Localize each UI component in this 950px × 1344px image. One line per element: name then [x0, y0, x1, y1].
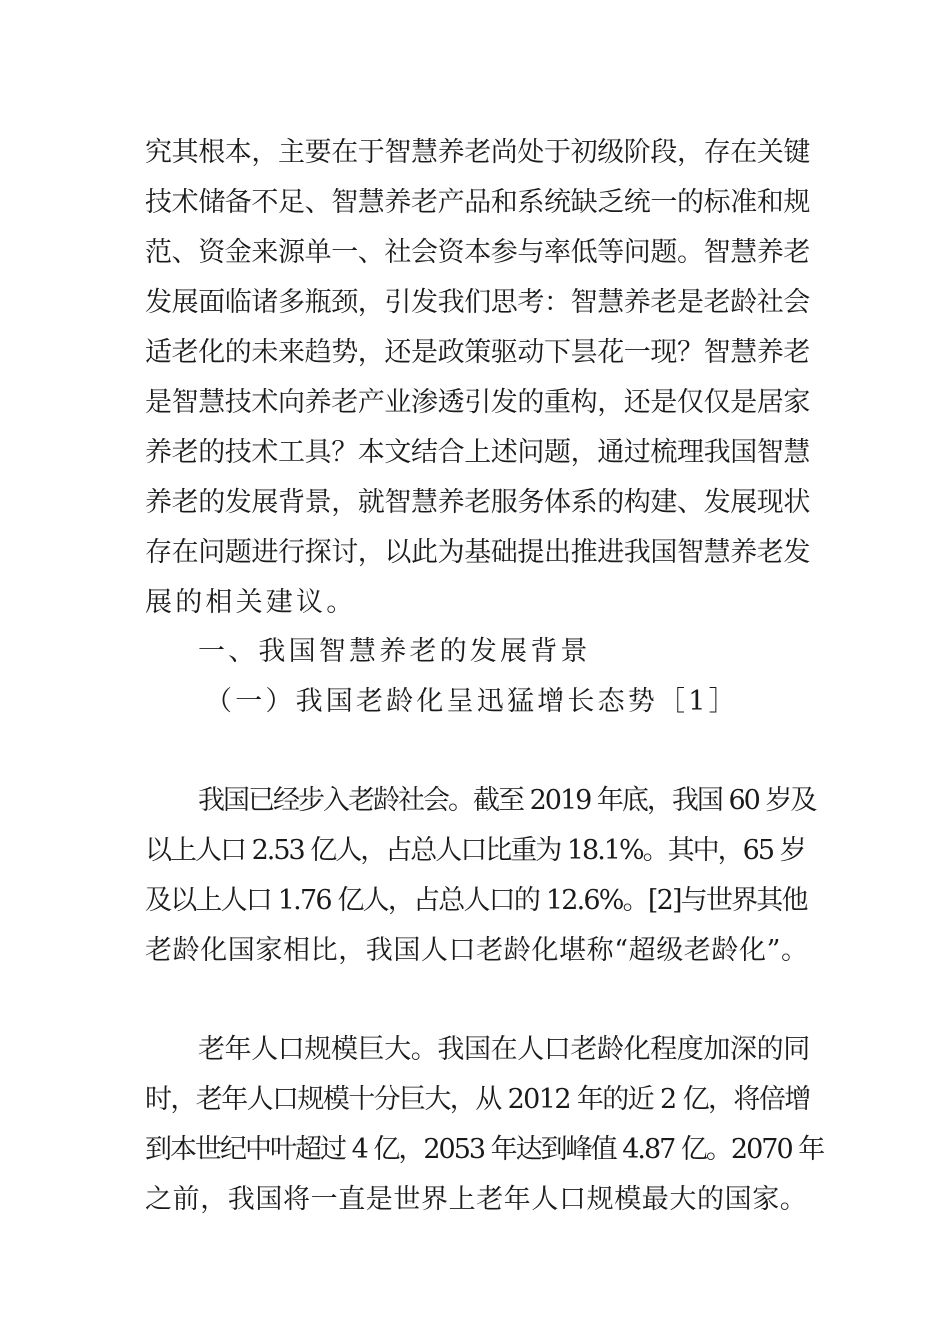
text-line: 到本世纪中叶超过 4 亿，2053 年达到峰值 4.87 亿。2070 年: [145, 1134, 824, 1165]
text-line: 究其根本，主要在于智慧养老尚处于初级阶段，存在关键: [145, 137, 810, 168]
text-line: 老年人口规模巨大。我国在人口老龄化程度加深的同: [198, 1034, 810, 1065]
text-line: 范、资金来源单一、社会资本参与率低等问题。智慧养老: [145, 237, 810, 268]
text-line: 展的相关建议。: [145, 587, 357, 618]
text-line: 我国已经步入老龄社会。截至 2019 年底，我国 60 岁及: [198, 785, 816, 816]
text-line: 存在问题进行探讨，以此为基础提出推进我国智慧养老发: [145, 537, 810, 568]
text-line: 及以上人口 1.76 亿人，占总人口的 12.6%。[2]与世界其他: [145, 885, 807, 916]
text-line: 适老化的未来趋势，还是政策驱动下昙花一现？智慧养老: [145, 337, 810, 368]
subsection-heading: （一）我国老龄化呈迅猛增长态势［1］: [205, 686, 739, 717]
text-line: 是智慧技术向养老产业渗透引发的重构，还是仅仅是居家: [145, 387, 810, 418]
text-line: 之前，我国将一直是世界上老年人口规模最大的国家。: [145, 1184, 808, 1215]
text-line: 老龄化国家相比，我国人口老龄化堪称“超级老龄化”。: [145, 935, 809, 966]
text-line: 养老的技术工具？本文结合上述问题，通过梳理我国智慧: [145, 437, 810, 468]
text-line: 以上人口 2.53 亿人，占总人口比重为 18.1%。其中，65 岁: [145, 835, 805, 866]
text-line: 养老的发展背景，就智慧养老服务体系的构建、发展现状: [145, 487, 810, 518]
text-line: 时，老年人口规模十分巨大，从 2012 年的近 2 亿，将倍增: [145, 1084, 810, 1115]
text-line: 发展面临诸多瓶颈，引发我们思考：智慧养老是老龄社会: [145, 287, 810, 318]
text-line: 技术储备不足、智慧养老产品和系统缺乏统一的标准和规: [145, 187, 810, 218]
section-heading: 一、我国智慧养老的发展背景: [198, 636, 591, 667]
